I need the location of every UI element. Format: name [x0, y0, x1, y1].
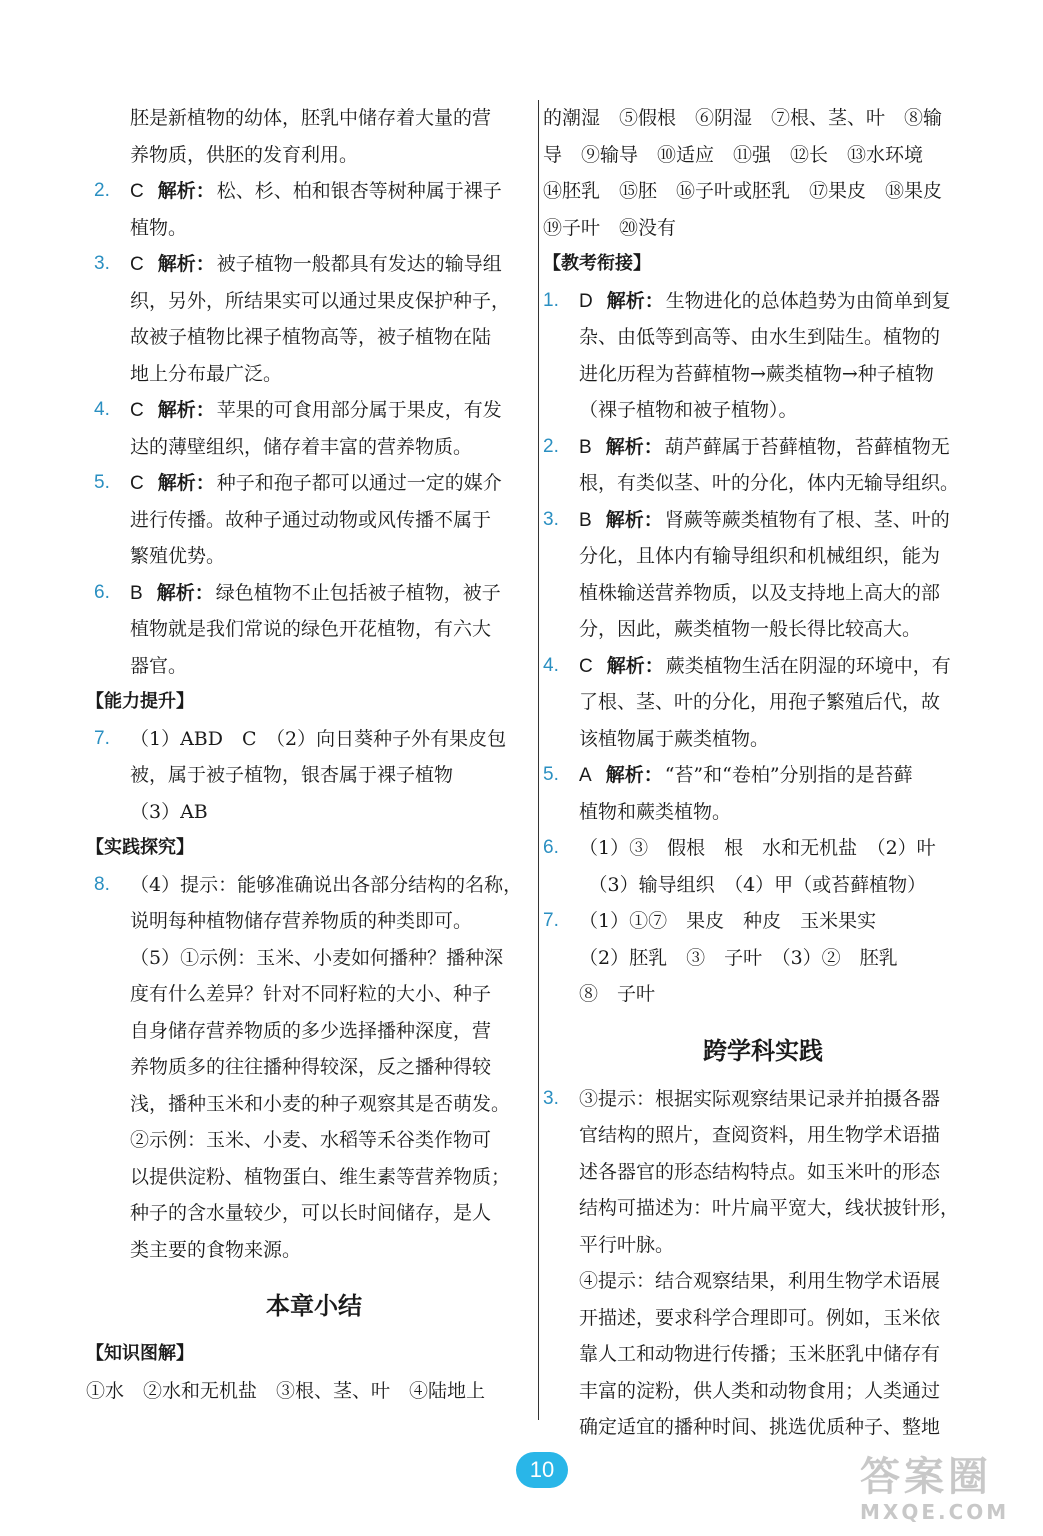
- text-line: 靠人工和动物进行传播；玉米胚乳中储存有: [579, 1343, 941, 1365]
- analysis-tag: 解析：: [606, 289, 664, 312]
- item-number: 2.: [94, 180, 110, 201]
- text-line: 说明每种植物储存营养物质的种类即可。: [130, 910, 473, 932]
- answer-choice: C: [130, 400, 144, 421]
- answer-choice: C: [130, 473, 144, 494]
- answer-item: [94, 575, 534, 685]
- text-line: 导 ⑨输导 ⑩适应 ⑪强 ⑫长 ⑬水环境: [543, 143, 924, 166]
- watermark-top-text: 答案圈: [860, 1454, 992, 1500]
- text-line: 植株输送营养物质，以及支持地上高大的部: [579, 581, 941, 604]
- text-line: （3）输导组织 （4）甲（或苔藓植物）: [579, 873, 927, 896]
- item-number: 3.: [543, 508, 559, 530]
- text-line: ⑲子叶 ⑳没有: [543, 216, 677, 239]
- text-line: 繁殖优势。: [130, 545, 226, 567]
- watermark-bottom-text: MXQE.COM: [860, 1500, 1010, 1524]
- text-line: （1）ABD C （2）向日葵种子外有果皮包: [130, 727, 507, 750]
- answer-choice: B: [579, 436, 592, 458]
- text-line: 养物质，供胚的发育利用。: [130, 143, 359, 166]
- text-line: 绿色植物不止包括被子植物，被子: [215, 581, 501, 604]
- answer-choice: B: [130, 582, 143, 604]
- text-line: 器官。: [130, 654, 188, 677]
- answer-choice: D: [579, 290, 593, 312]
- chapter-summary-heading: 本章小结: [266, 1292, 362, 1320]
- text-line: 自身储存营养物质的多少选择播种深度，营: [130, 1019, 492, 1042]
- text-line: 官结构的照片，查阅资料，用生物学术语描: [579, 1124, 941, 1146]
- analysis-tag: 解析：: [157, 399, 215, 421]
- item-number: 1.: [543, 289, 559, 311]
- text-line: 达的薄壁组织，储存着丰富的营养物质。: [130, 435, 473, 458]
- analysis-tag: 解析：: [605, 435, 663, 458]
- text-line: 蕨类植物生活在阴湿的环境中，有: [665, 654, 951, 677]
- text-line: 植物和蕨类植物。: [579, 800, 732, 823]
- item-number: 4.: [94, 399, 110, 420]
- text-line: 地上分布最广泛。: [130, 362, 283, 385]
- answer-item: [543, 283, 983, 429]
- item-number: 6.: [94, 581, 110, 603]
- item-number: 2.: [543, 435, 559, 457]
- text-line: 分化，且体内有输导组织和机械组织，能为: [579, 545, 941, 567]
- item-number: 7.: [94, 727, 110, 749]
- text-line: （裸子植物和被子植物）。: [579, 399, 798, 421]
- text-line: 开描述，要求科学合理即可。例如，玉米依: [579, 1306, 941, 1329]
- text-line: 杂、由低等到高等、由水生到陆生。植物的: [579, 326, 941, 348]
- item-number: 3.: [543, 1087, 559, 1109]
- section-heading-knowledge: 【知识图解】: [86, 1343, 194, 1364]
- text-line: 胚是新植物的幼体，胚乳中储存着大量的营: [130, 107, 492, 129]
- right-column: [543, 100, 983, 1446]
- answer-item: [543, 903, 983, 1013]
- text-line: 该植物属于蕨类植物。: [579, 727, 770, 750]
- answer-item: [543, 757, 983, 830]
- text-line: 丰富的淀粉，供人类和动物食用；人类通过: [579, 1379, 941, 1402]
- answer-item: [94, 465, 534, 575]
- text-line: （4）提示：能够准确说出各部分结构的名称，: [130, 873, 523, 896]
- text-line: “苔”和“卷柏”分别指的是苔藓: [664, 764, 913, 786]
- item-number: 8.: [94, 873, 110, 895]
- answer-item: [94, 721, 534, 831]
- text-line: 类主要的食物来源。: [130, 1238, 302, 1261]
- analysis-tag: 解析：: [157, 180, 215, 202]
- text-line: ②示例：玉米、小麦、水稻等禾谷类作物可: [130, 1129, 492, 1151]
- analysis-tag: 解析：: [157, 253, 215, 275]
- answer-item: [94, 246, 534, 392]
- analysis-tag: 解析：: [606, 654, 664, 677]
- answer-choice: C: [579, 655, 593, 677]
- left-column: [86, 100, 534, 1409]
- text-line: 浅，播种玉米和小麦的种子观察其是否萌发。: [130, 1092, 511, 1115]
- text-line: 故被子植物比裸子植物高等，被子植物在陆: [130, 326, 492, 348]
- text-line: 松、杉、柏和银杏等树种属于裸子: [216, 180, 502, 202]
- text-line: 结构可描述为：叶片扁平宽大，线状披针形，: [579, 1197, 960, 1219]
- text-line: 种子的含水量较少，可以长时间储存，是人: [130, 1202, 492, 1224]
- text-line: ①水 ②水和无机盐 ③根、茎、叶 ④陆地上: [86, 1379, 486, 1402]
- answer-choice: A: [579, 765, 592, 786]
- text-line: 的潮湿 ⑤假根 ⑥阴湿 ⑦根、茎、叶 ⑧输: [543, 107, 943, 129]
- text-line: 被，属于被子植物，银杏属于裸子植物: [130, 764, 454, 786]
- text-line: 织，另外，所结果实可以通过果皮保护种子，: [130, 289, 511, 312]
- text-line: （1）①⑦ 果皮 种皮 玉米果实: [579, 910, 877, 932]
- text-line: （5）①示例：玉米、小麦如何播种？播种深: [130, 946, 504, 969]
- text-line: 植物就是我们常说的绿色开花植物，有六大: [130, 618, 492, 640]
- text-line: 进行传播。故种子通过动物或风传播不属于: [130, 508, 492, 531]
- text-line: （2）胚乳 ③ 子叶 （3）② 胚乳: [579, 946, 898, 969]
- analysis-tag: 解析：: [156, 581, 214, 604]
- text-line: 生物进化的总体趋势为由简单到复: [665, 289, 951, 312]
- text-line: 肾蕨等蕨类植物有了根、茎、叶的: [664, 508, 950, 531]
- text-line: ⑧ 子叶: [579, 983, 656, 1005]
- section-heading-ability: 【能力提升】: [86, 691, 194, 712]
- section-heading-exam: 【教考衔接】: [543, 253, 651, 274]
- answer-item: [543, 830, 983, 903]
- continued-answer: [94, 100, 534, 173]
- analysis-tag: 解析：: [157, 472, 215, 494]
- text-line: ③提示：根据实际观察结果记录并拍摄各器: [579, 1087, 941, 1110]
- text-line: 苹果的可食用部分属于果皮，有发: [216, 399, 502, 421]
- text-line: 了根、茎、叶的分化，用孢子繁殖后代，故: [579, 691, 941, 713]
- analysis-tag: 解析：: [605, 508, 663, 531]
- answer-item: [94, 173, 534, 246]
- text-line: （3）AB: [130, 800, 208, 823]
- text-line: 被子植物一般都具有发达的输导组: [216, 253, 502, 275]
- answer-item: [543, 502, 983, 648]
- text-line: 植物。: [130, 216, 188, 239]
- answer-choice: C: [130, 254, 144, 275]
- item-number: 5.: [543, 764, 559, 785]
- watermark-logo: [860, 1455, 1035, 1531]
- answer-item: [543, 1081, 983, 1446]
- item-number: 4.: [543, 654, 559, 676]
- answer-item: [94, 867, 534, 1269]
- text-line: 度有什么差异？针对不同籽粒的大小、种子: [130, 983, 492, 1005]
- answer-item: [543, 429, 983, 502]
- chapter-cross-discipline-heading: 跨学科实践: [703, 1036, 823, 1065]
- answer-choice: B: [579, 509, 592, 531]
- text-line: ⑭胚乳 ⑮胚 ⑯子叶或胚乳 ⑰果皮 ⑱果皮: [543, 180, 943, 202]
- column-divider: [538, 100, 539, 1420]
- text-line: 进化历程为苔藓植物→蕨类植物→种子植物: [579, 362, 934, 385]
- answer-choice: C: [130, 181, 144, 202]
- page-number-badge: 10: [516, 1452, 568, 1488]
- text-line: 分，因此，蕨类植物一般长得比较高大。: [579, 618, 922, 640]
- analysis-tag: 解析：: [605, 764, 663, 786]
- text-line: 根，有类似茎、叶的分化，体内无输导组织。: [579, 472, 960, 494]
- answer-item: [94, 392, 534, 465]
- section-heading-practice: 【实践探究】: [86, 837, 194, 858]
- item-number: 3.: [94, 253, 110, 274]
- item-number: 7.: [543, 910, 559, 931]
- text-line: 以提供淀粉、植物蛋白、维生素等营养物质；: [130, 1165, 511, 1188]
- text-line: ④提示：结合观察结果，利用生物学术语展: [579, 1270, 941, 1292]
- item-number: 5.: [94, 472, 110, 493]
- text-line: 葫芦藓属于苔藓植物，苔藓植物无: [664, 435, 950, 458]
- answer-item: [543, 648, 983, 758]
- text-line: 种子和孢子都可以通过一定的媒介: [216, 472, 502, 494]
- text-line: 确定适宜的播种时间、挑选优质种子、整地: [579, 1416, 941, 1438]
- text-line: 平行叶脉。: [579, 1233, 675, 1256]
- text-line: 养物质多的往往播种得较深，反之播种得较: [130, 1056, 492, 1078]
- text-line: 述各器官的形态结构特点。如玉米叶的形态: [579, 1160, 941, 1183]
- item-number: 6.: [543, 837, 559, 858]
- text-line: （1）③ 假根 根 水和无机盐 （2）叶: [579, 837, 936, 859]
